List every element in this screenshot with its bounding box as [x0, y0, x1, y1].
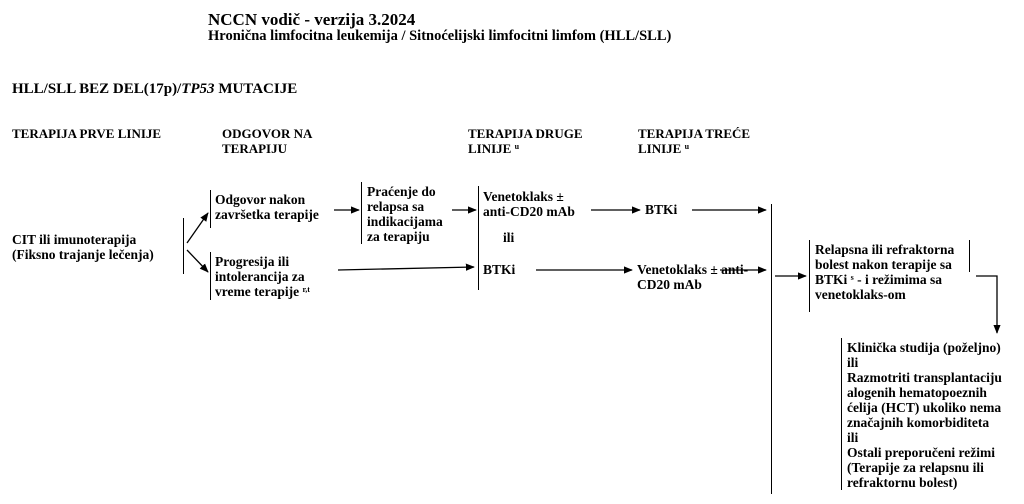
node-final-line-3: Razmotriti transplantaciju [847, 370, 1002, 385]
footnote-u-third: u [684, 142, 690, 151]
node-relapse-line-2: bolest nakon terapije sa [815, 257, 952, 272]
node-final-line-4: alogenih hematopoeznih [847, 385, 987, 400]
arrow-cit-to-progression [187, 250, 208, 272]
node-progression-line-2: intolerancija za [215, 269, 305, 284]
node-final-line-5: ćelija (HCT) ukoliko nema [847, 400, 1002, 415]
page-title: NCCN vodič - verzija 3.2024 [208, 10, 416, 29]
footnote-s: s [850, 273, 854, 282]
node-venetoklaks-third-line-1: Venetoklaks ± anti- [637, 262, 749, 277]
node-final-line-2: ili [847, 355, 859, 370]
node-final-line-9: (Terapije za relapsnu ili [847, 460, 984, 475]
node-relapse-line-3-rest: - i režimima sa [853, 272, 942, 287]
node-monitoring-line-2: relapsa sa [367, 199, 425, 214]
node-relapse-line-1: Relapsna ili refraktorna [815, 242, 955, 257]
arrow-progression-to-btki [338, 267, 474, 270]
footnote-u-second: u [514, 142, 520, 151]
node-venetoklaks-second-line-2: anti-CD20 mAb [483, 204, 575, 219]
node-response-completed-line-1: Odgovor nakon [215, 192, 306, 207]
section-title-prefix: HLL/SLL BEZ DEL(17p)/ [12, 81, 182, 97]
node-progression-line-1: Progresija ili [215, 254, 290, 269]
node-final-line-1: Klinička studija (poželjno) [847, 340, 1001, 355]
node-final-line-7: ili [847, 430, 859, 445]
node-progression-line-3-text: vreme terapije [215, 284, 300, 299]
section-title-gene: TP53 [181, 81, 215, 97]
page-subtitle: Hronična limfocitna leukemija / Sitnoćelijski limfocitni limfom (HLL/SLL) [208, 28, 672, 44]
node-monitoring-line-1: Praćenje do [367, 184, 436, 199]
arrow-cit-to-response [187, 213, 208, 243]
node-cit-line-2: (Fiksno trajanje lečenja) [12, 247, 154, 262]
node-relapse-line-4: venetoklaks-om [815, 287, 906, 302]
node-monitoring-line-4: za terapiju [367, 229, 430, 244]
node-venetoklaks-third-line-2: CD20 mAb [637, 277, 702, 292]
node-final-line-8: Ostali preporučeni režimi [847, 445, 995, 460]
section-title-suffix: MUTACIJE [214, 81, 298, 97]
arrow-relapse-to-final [976, 276, 997, 333]
node-response-completed-line-2: završetka terapije [215, 207, 319, 222]
node-btki-third: BTKi [645, 202, 678, 217]
node-final-line-10: refraktornu bolest) [847, 475, 958, 490]
node-monitoring-line-3: indikacijama [367, 214, 443, 229]
header-second-line-1: TERAPIJA DRUGE [468, 126, 583, 141]
node-cit-line-1: CIT ili imunoterapija [12, 232, 137, 247]
header-response-line-1: ODGOVOR NA [222, 126, 313, 141]
node-ili: ili [503, 230, 515, 245]
node-venetoklaks-second-line-1: Venetoklaks ± [483, 189, 564, 204]
node-relapse-btki: BTKi [815, 272, 848, 287]
footnote-rt: r,t [302, 285, 310, 294]
header-third-line-1: TERAPIJA TREĆE [638, 126, 751, 141]
header-first-line: TERAPIJA PRVE LINIJE [12, 126, 162, 141]
node-final-line-6: značajnih komorbiditeta [847, 415, 990, 430]
header-response-line-2: TERAPIJU [222, 141, 288, 156]
node-btki-second: BTKi [483, 262, 516, 277]
header-third-line-2-text: LINIJE [638, 141, 682, 156]
header-second-line-2-text: LINIJE [468, 141, 512, 156]
